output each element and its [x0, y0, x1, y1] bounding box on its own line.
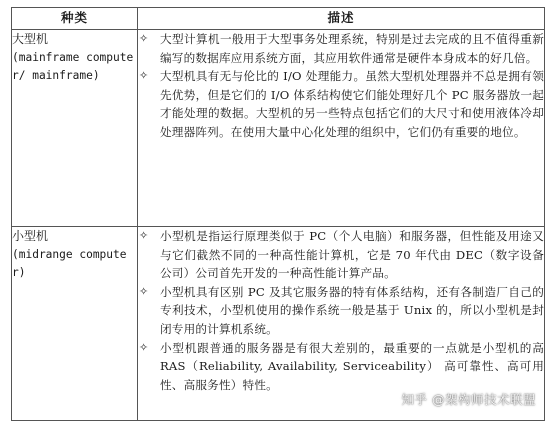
table-row-mainframe [12, 30, 545, 227]
diamond-bullet-icon: ✧ [139, 284, 149, 298]
description-list [138, 30, 544, 142]
diamond-bullet-icon: ✧ [139, 32, 149, 45]
computer-types-table [11, 7, 545, 421]
type-cell [12, 227, 138, 421]
diamond-bullet-icon: ✧ [139, 69, 149, 83]
header-description: 描述 [138, 8, 545, 30]
diamond-bullet-icon: ✧ [139, 229, 149, 242]
diamond-bullet-icon: ✧ [139, 340, 149, 354]
list-item-text: 小型机是指运行原理类似于 PC（个人电脑）和服务器，但性能及用途又与它们截然不同的一种高性能计算机，它是 70 年代由 DEC（数字设备公司）公司首先开发的一种高性能计算产品。 [160, 229, 544, 281]
type-cell [12, 30, 138, 227]
table-header-row [12, 8, 545, 30]
list-item-text: 小型机跟普通的服务器是有很大差别的，最重要的一点就是小型机的高 RAS（Reliability, Availability, Serviceability） 高可靠性、高可用性、高服务性）特性。 [160, 340, 544, 392]
type-name: 大型机 [12, 32, 49, 46]
header-type: 种类 [12, 8, 138, 30]
list-item [138, 227, 544, 283]
type-english-name: (midrange computer) [12, 247, 127, 279]
list-item [138, 339, 544, 395]
type-name: 小型机 [12, 229, 49, 243]
list-item [138, 67, 544, 141]
description-cell [138, 30, 545, 227]
description-list [138, 227, 544, 394]
list-item-text: 大型计算机一般用于大型事务处理系统，特别是过去完成的且不值得重新编写的数据库应用系统方面，其应用软件通常是硬件本身成本的好几倍。 [160, 32, 544, 65]
type-english-name: (mainframe computer/ mainframe) [12, 50, 134, 82]
list-item-text: 小型机具有区别 PC 及其它服务器的特有体系结构，还有各制造厂自己的专利技术，小型机使用的操作系统一般是基于 Unix 的，所以小型机是封闭专用的计算机系统。 [160, 284, 544, 336]
watermark: 知乎 @架构师技术联盟 [401, 392, 536, 407]
list-item [138, 283, 544, 339]
list-item [138, 30, 544, 67]
list-item-text: 大型机具有无与伦比的 I/O 处理能力。虽然大型机处理器并不总是拥有领先优势，但是它们的 I/O 体系结构使它们能处理好几个 PC 服务器放一起才能处理的数据。大型机的另一些特点包括它们的大尺寸和使用液体冷却处理器阵列。在使用大量中心化处理的组织中，它们仍有重要的地位。 [160, 69, 544, 139]
